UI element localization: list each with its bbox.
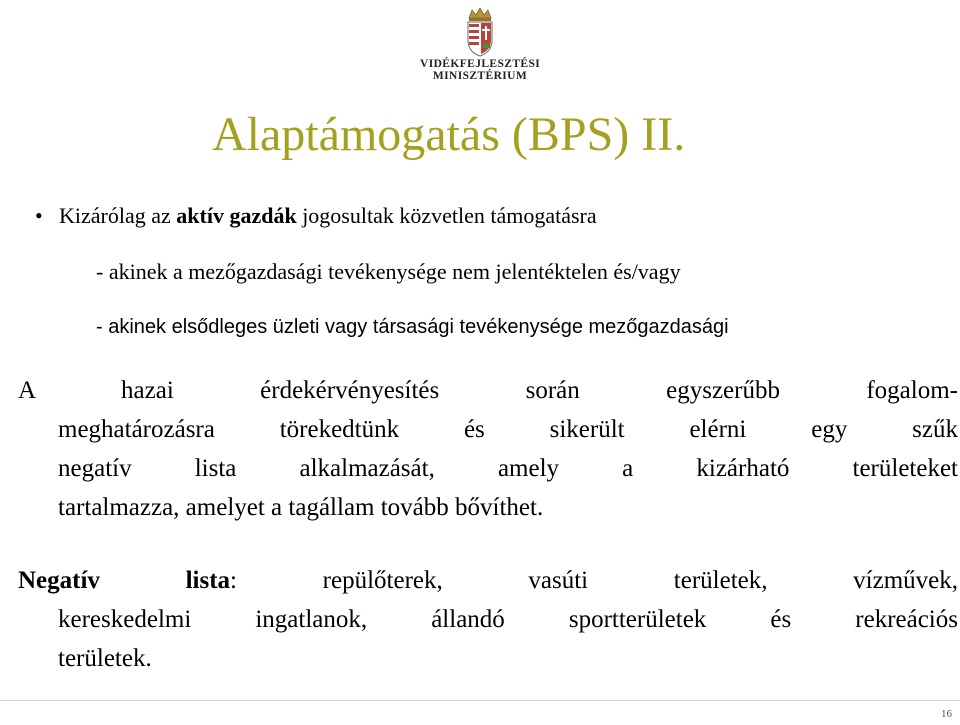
slide-title: Alaptámogatás (BPS) II. xyxy=(212,108,686,161)
negative-list-line-1 xyxy=(18,561,958,600)
coat-of-arms-icon xyxy=(463,6,497,58)
sub-item-1: - akinek a mezőgazdasági tevékenysége nem jelentéktelen és/vagy xyxy=(96,259,681,284)
paragraph-line-3: negatív lista alkalmazását, amely a kizárható területeket xyxy=(58,455,958,482)
paragraph-line-4: tartalmazza, amelyet a tagállam tovább bővíthet. xyxy=(58,494,544,521)
bullet-item xyxy=(35,201,597,231)
ministry-logo xyxy=(420,6,540,96)
paragraph-line-2: meghatározásra törekedtünk és sikerült elérni egy szűk xyxy=(58,416,958,443)
bullet-text-bold: aktív gazdák xyxy=(176,203,297,228)
negative-list-line-2: kereskedelmi ingatlanok, állandó sportterületek és rekreációs xyxy=(58,606,958,633)
footer-divider xyxy=(0,700,960,701)
logo-text-line1: VIDÉKFEJLESZTÉSI xyxy=(420,58,541,70)
sub-item-2: - akinek elsődleges üzleti vagy társasági tevékenysége mezőgazdasági xyxy=(96,316,729,338)
negative-list-line-3: területek. xyxy=(58,645,152,672)
page-number: 16 xyxy=(941,708,952,720)
paragraph-negative-list xyxy=(18,561,958,678)
paragraph-line-1: A hazai érdekérvényesítés során egyszerűbb fogalom- xyxy=(18,377,958,404)
bullet-dot-icon: • xyxy=(35,203,43,228)
bullet-text-after: jogosultak közvetlen támogatásra xyxy=(296,203,597,228)
negative-list-label: Negatív lista xyxy=(18,567,231,594)
logo-text-line2: MINISZTÉRIUM xyxy=(432,70,528,82)
paragraph-advocacy xyxy=(18,371,958,527)
bullet-text-before: Kizárólag az xyxy=(59,203,177,228)
negative-list-items: : repülőterek, vasúti területek, vízművek, xyxy=(230,567,959,594)
